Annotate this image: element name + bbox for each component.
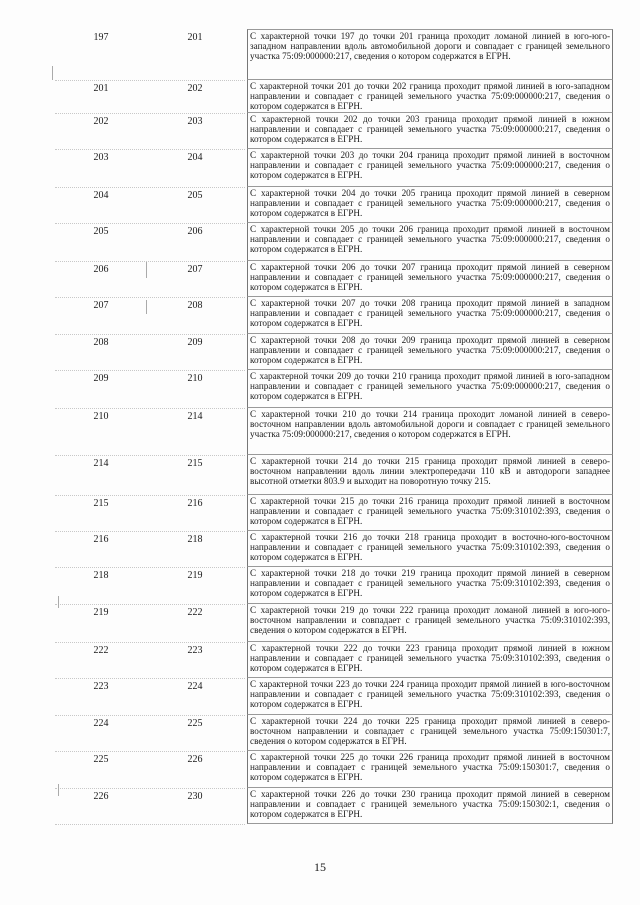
table-row — [0, 261, 640, 297]
table-row — [0, 678, 640, 715]
description-cell: С характерной точки 216 до точки 218 граница проходит в восточно-юго-восточном направлении и совпадает с границей земельного участка 75:09:310102:393, сведения о котором содержатся в ЕГРН. — [247, 531, 613, 567]
to-point-cell: 203 — [187, 116, 203, 127]
description-cell: С характерной точки 205 до точки 206 граница проходит прямой линией в восточном направлении и совпадает с границей земельного участка 75:09:000000:217, сведения о котором содержатся в ЕГРН. — [247, 223, 613, 261]
to-point-cell: 214 — [187, 411, 203, 422]
to-point-cell: 223 — [187, 645, 203, 656]
description-cell: С характерной точки 218 до точки 219 граница проходит прямой линией в северном направлении и совпадает с границей земельного участка 75:09:310102:393, сведения о котором содержатся в ЕГРН. — [247, 567, 613, 604]
table-row — [0, 149, 640, 187]
description-cell: С характерной точки 210 до точки 214 граница проходит ломаной линией в северо-восточном направлении вдоль автомобильной дороги и совпадает с границей земельного участка 75:09:000000:217, сведения о котором содержатся в ЕГРН. — [247, 408, 613, 455]
from-point-cell: 210 — [93, 411, 109, 422]
table-row — [0, 223, 640, 261]
to-point-cell: 226 — [187, 754, 203, 765]
table-row — [0, 715, 640, 751]
table-row — [0, 297, 640, 334]
table-row — [0, 531, 640, 567]
to-point-cell: 218 — [187, 534, 203, 545]
description-cell: С характерной точки 224 до точки 225 граница проходит прямой линией в северо-восточном направлении и совпадает с границей земельного участка 75:09:150301:7, сведения о котором содержатся в ЕГРН. — [247, 715, 613, 751]
from-point-cell: 224 — [93, 718, 109, 729]
from-point-cell: 216 — [93, 534, 109, 545]
to-point-cell: 215 — [187, 458, 203, 469]
description-cell: С характерной точки 209 до точки 210 граница проходит прямой линией в юго-западном направлении и совпадает с границей земельного участка 75:09:000000:217, сведения о котором содержатся в ЕГРН. — [247, 370, 613, 408]
from-point-cell: 215 — [93, 498, 109, 509]
description-cell: С характерной точки 203 до точки 204 граница проходит прямой линией в восточном направлении и совпадает с границей земельного участка 75:09:000000:217, сведения о котором содержатся в ЕГРН. — [247, 149, 613, 187]
row-separator — [55, 824, 245, 825]
to-point-cell: 210 — [187, 373, 203, 384]
description-cell: С характерной точки 222 до точки 223 граница проходит прямой линией в южном направлении и совпадает с границей земельного участка 75:09:310102:393, сведения о котором содержатся в ЕГРН. — [247, 642, 613, 678]
scan-mark — [58, 784, 59, 796]
description-cell: С характерной точки 206 до точки 207 граница проходит прямой линией в северном направлении и совпадает с границей земельного участка 75:09:000000:217, сведения о котором содержатся в ЕГРН. — [247, 261, 613, 297]
to-point-cell: 208 — [187, 300, 203, 311]
page-number: 15 — [314, 860, 326, 874]
description-cell: С характерной точки 202 до точки 203 граница проходит прямой линией в южном направлении и совпадает с границей земельного участка 75:09:000000:217, сведения о котором содержатся в ЕГРН. — [247, 113, 613, 149]
to-point-cell: 202 — [187, 83, 203, 94]
table-row — [0, 408, 640, 455]
from-point-cell: 206 — [93, 264, 109, 275]
description-cell: С характерной точки 223 до точки 224 граница проходит прямой линией в юго-восточном направлении и совпадает с границей земельного участка 75:09:310102:393, сведения о котором содержатся в ЕГРН. — [247, 678, 613, 715]
to-point-cell: 207 — [187, 264, 203, 275]
from-point-cell: 209 — [93, 373, 109, 384]
from-point-cell: 197 — [93, 32, 109, 43]
table-row — [0, 370, 640, 408]
scan-mark — [52, 66, 53, 80]
description-cell: С характерной точки 225 до точки 226 граница проходит прямой линией в восточном направлении и совпадает с границей земельного участка 75:09:150301:7, сведения о котором содержатся в ЕГРН. — [247, 751, 613, 788]
to-point-cell: 219 — [187, 570, 203, 581]
from-point-cell: 204 — [93, 190, 109, 201]
description-cell: С характерной точки 197 до точки 201 граница проходит ломаной линией в юго-юго-западном направлении вдоль автомобильной дороги и совпадает с границей земельного участка 75:09:000000:217, сведения о котором содержатся в ЕГРН. — [247, 29, 613, 80]
description-cell: С характерной точки 226 до точки 230 граница проходит прямой линией в северном направлении и совпадает с границей земельного участка 75:09:150302:1, сведения о котором содержатся в ЕГРН. — [247, 788, 613, 824]
from-point-cell: 222 — [93, 645, 109, 656]
scan-mark — [146, 300, 147, 314]
to-point-cell: 201 — [187, 32, 203, 43]
description-cell: С характерной точки 219 до точки 222 граница проходит ломаной линией в юго-юго-восточном направлении и совпадает с границей земельного участка 75:09:310102:393, сведения о котором содержатся в ЕГРН. — [247, 604, 613, 642]
table-row — [0, 187, 640, 223]
description-cell: С характерной точки 215 до точки 216 граница проходит прямой линией в восточном направлении и совпадает с границей земельного участка 75:09:310102:393, сведения о котором содержатся в ЕГРН. — [247, 495, 613, 531]
table-row — [0, 604, 640, 642]
description-cell: С характерной точки 208 до точки 209 граница проходит прямой линией в северном направлении и совпадает с границей земельного участка 75:09:000000:217, сведения о котором содержатся в ЕГРН. — [247, 334, 613, 370]
to-point-cell: 204 — [187, 152, 203, 163]
to-point-cell: 230 — [187, 791, 203, 802]
description-cell: С характерной точки 214 до точки 215 граница проходит прямой линией в северо-восточном направлении вдоль линии электропередачи 110 кВ и автодороги западнее высотной отметки 803.9 и выходит на поворотную точку 215. — [247, 455, 613, 495]
table-row — [0, 29, 640, 80]
table-row — [0, 567, 640, 604]
to-point-cell: 206 — [187, 226, 203, 237]
to-point-cell: 224 — [187, 681, 203, 692]
table-row — [0, 788, 640, 824]
table-row — [0, 495, 640, 531]
to-point-cell: 205 — [187, 190, 203, 201]
table-row — [0, 751, 640, 788]
from-point-cell: 225 — [93, 754, 109, 765]
scan-mark — [58, 596, 59, 608]
table-row — [0, 80, 640, 113]
from-point-cell: 201 — [93, 83, 109, 94]
from-point-cell: 214 — [93, 458, 109, 469]
from-point-cell: 203 — [93, 152, 109, 163]
description-cell: С характерной точки 204 до точки 205 граница проходит прямой линией в северном направлении и совпадает с границей земельного участка 75:09:000000:217, сведения о котором содержатся в ЕГРН. — [247, 187, 613, 223]
table-row — [0, 334, 640, 370]
from-point-cell: 208 — [93, 337, 109, 348]
from-point-cell: 202 — [93, 116, 109, 127]
table-row — [0, 113, 640, 149]
from-point-cell: 226 — [93, 791, 109, 802]
to-point-cell: 216 — [187, 498, 203, 509]
to-point-cell: 209 — [187, 337, 203, 348]
to-point-cell: 222 — [187, 607, 203, 618]
description-cell: С характерной точки 207 до точки 208 граница проходит прямой линией в западном направлении и совпадает с границей земельного участка 75:09:000000:217, сведения о котором содержатся в ЕГРН. — [247, 297, 613, 334]
from-point-cell: 219 — [93, 607, 109, 618]
scan-mark — [146, 262, 147, 278]
table-row — [0, 455, 640, 495]
to-point-cell: 225 — [187, 718, 203, 729]
description-cell: С характерной точки 201 до точки 202 граница проходит прямой линией в юго-западном направлении и совпадает с границей земельного участка 75:09:000000:217, сведения о котором содержатся в ЕГРН. — [247, 80, 613, 113]
from-point-cell: 218 — [93, 570, 109, 581]
table-row — [0, 642, 640, 678]
from-point-cell: 207 — [93, 300, 109, 311]
from-point-cell: 223 — [93, 681, 109, 692]
from-point-cell: 205 — [93, 226, 109, 237]
